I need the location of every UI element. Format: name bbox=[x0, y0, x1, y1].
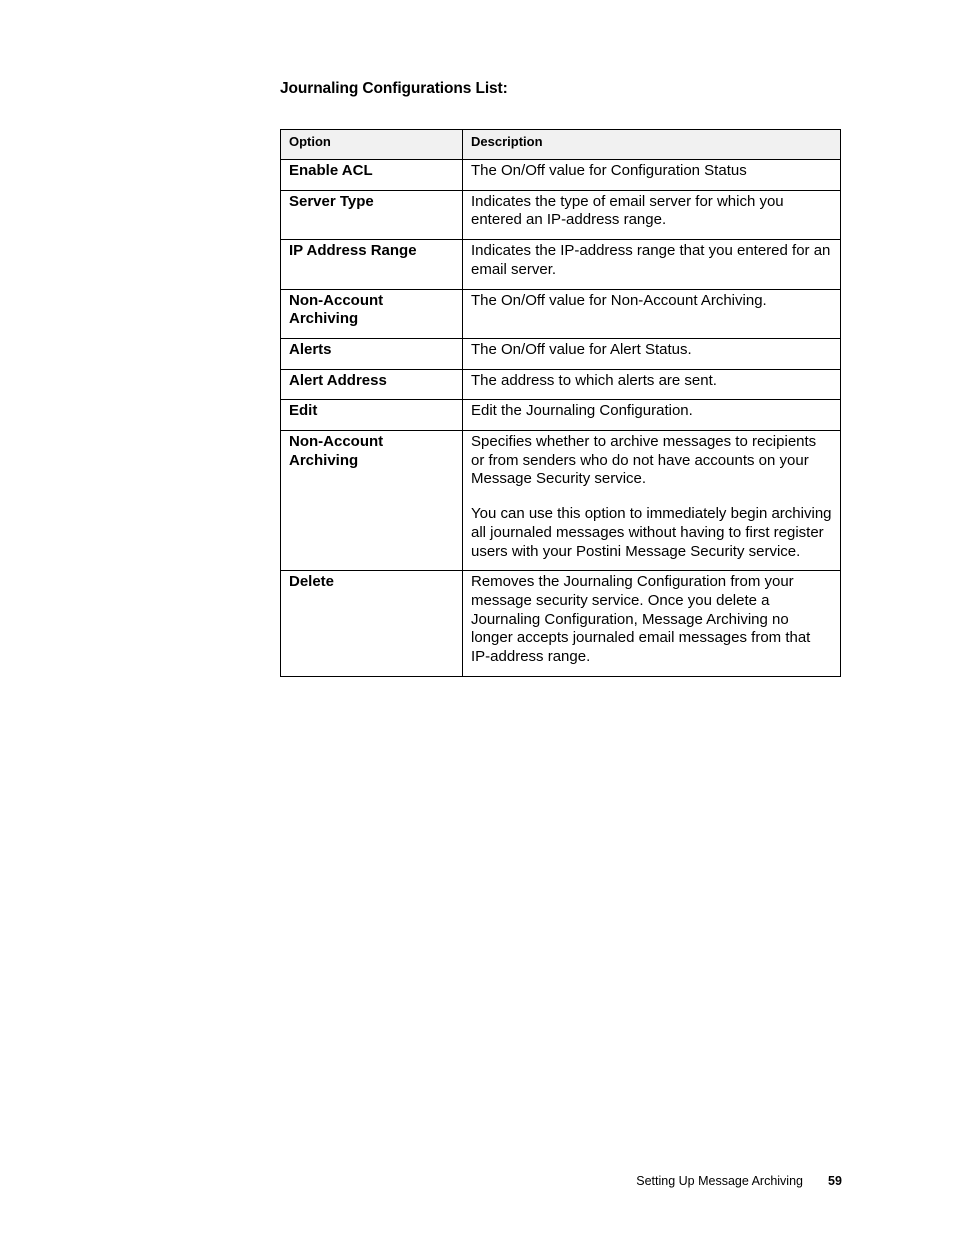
description-paragraph: You can use this option to immediately begin archiving all journaled messages without having to first register users with your Postini Message Security service. bbox=[471, 505, 832, 560]
option-description bbox=[463, 160, 841, 191]
description-paragraph: Specifies whether to archive messages to recipients or from senders who do not have accounts on your Message Security service. bbox=[471, 433, 817, 488]
description-paragraph: The On/Off value for Non-Account Archiving. bbox=[471, 291, 767, 309]
table-row bbox=[281, 190, 841, 239]
option-name: Non-Account Archiving bbox=[281, 431, 463, 571]
option-name: Non-Account Archiving bbox=[281, 289, 463, 338]
option-description bbox=[463, 571, 841, 677]
description-paragraph: Edit the Journaling Configuration. bbox=[471, 402, 693, 420]
option-description bbox=[463, 400, 841, 431]
description-paragraph: Indicates the type of email server for which you entered an IP-address range. bbox=[471, 192, 784, 229]
description-paragraph: The On/Off value for Configuration Status bbox=[471, 162, 747, 179]
table-row bbox=[281, 369, 841, 400]
table-row bbox=[281, 160, 841, 191]
table-row bbox=[281, 338, 841, 369]
description-paragraph: Removes the Journaling Configuration from your message security service. Once you delete a Journaling Configuration, Message Archiving no longer accepts journaled email messages from that IP-address range. bbox=[471, 573, 811, 666]
table-header-row bbox=[281, 130, 841, 160]
table-row bbox=[281, 400, 841, 431]
table-row bbox=[281, 289, 841, 338]
option-name: Enable ACL bbox=[281, 160, 463, 191]
option-description bbox=[463, 190, 841, 239]
option-description bbox=[463, 240, 841, 289]
table-row bbox=[281, 571, 841, 677]
description-paragraph: The On/Off value for Alert Status. bbox=[471, 340, 692, 358]
section-heading: Journaling Configurations List: bbox=[280, 80, 508, 97]
option-description bbox=[463, 431, 841, 571]
table-row bbox=[281, 431, 841, 571]
journaling-configurations-table bbox=[280, 129, 841, 677]
page-number: 59 bbox=[828, 1174, 842, 1188]
table-row bbox=[281, 240, 841, 289]
option-column-header: Option bbox=[281, 130, 463, 160]
option-name: Delete bbox=[281, 571, 463, 677]
option-name: Alerts bbox=[281, 338, 463, 369]
option-description bbox=[463, 369, 841, 400]
option-name: Alert Address bbox=[281, 369, 463, 400]
option-description bbox=[463, 338, 841, 369]
option-name: Server Type bbox=[281, 190, 463, 239]
option-name: IP Address Range bbox=[281, 240, 463, 289]
description-paragraph: The address to which alerts are sent. bbox=[471, 371, 717, 389]
option-name: Edit bbox=[281, 400, 463, 431]
description-paragraph: Indicates the IP-address range that you entered for an email server. bbox=[471, 242, 831, 278]
footer-chapter-title: Setting Up Message Archiving bbox=[636, 1174, 803, 1188]
option-description bbox=[463, 289, 841, 338]
description-column-header: Description bbox=[463, 130, 841, 160]
